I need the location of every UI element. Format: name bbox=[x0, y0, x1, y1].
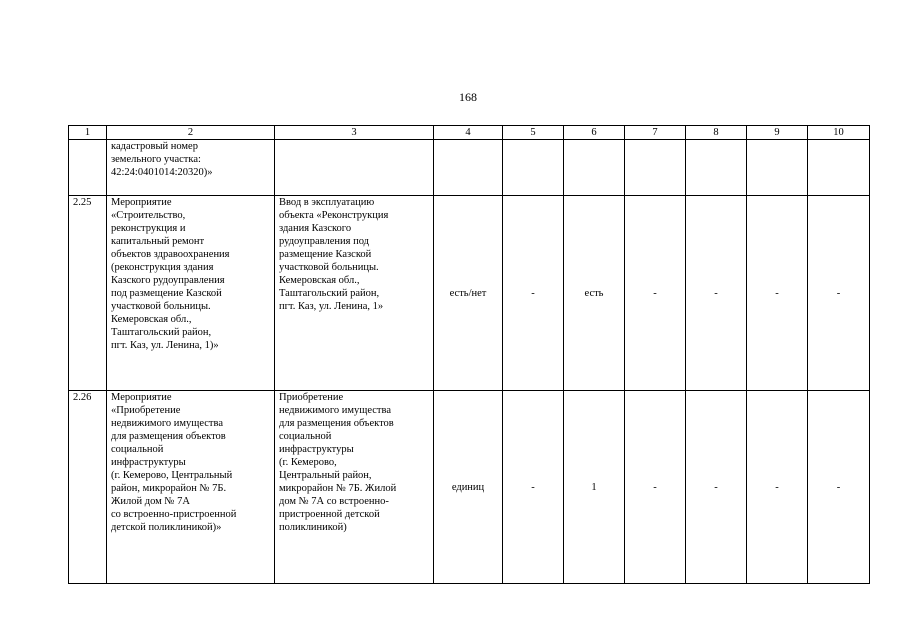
header-col-6: 6 bbox=[564, 126, 625, 140]
indicator-description: Ввод в эксплуатацию объекта «Реконструкция здания Казского рудоуправления под размещение Казской участковой больницы. Кемеровская обл., Таштагольский район, пгт. Каз, ул. Ленина, 1» bbox=[275, 196, 434, 391]
row-number: 2.25 bbox=[69, 196, 107, 391]
header-col-2: 2 bbox=[107, 126, 275, 140]
measure-description: Мероприятие «Приобретение недвижимого имущества для размещения объектов социальной инфраструктуры (г. Кемерово, Центральный район, микрорайон № 7Б. Жилой дом № 7А со встроенно-пристроенной детской поликлиникой)» bbox=[107, 391, 275, 584]
value-col-6: 1 bbox=[564, 391, 625, 584]
header-col-5: 5 bbox=[503, 126, 564, 140]
header-col-7: 7 bbox=[625, 126, 686, 140]
header-row bbox=[69, 126, 870, 140]
value-col-6 bbox=[564, 140, 625, 196]
page-number: 168 bbox=[459, 90, 477, 104]
value-col-9: - bbox=[747, 391, 808, 584]
table-row bbox=[69, 196, 870, 391]
indicator-description: Приобретение недвижимого имущества для размещения объектов социальной инфраструктуры (г. Кемерово, Центральный район, микрорайон № 7Б. Жилой дом № 7А со встроенно- пристроенной детской поликлиникой) bbox=[275, 391, 434, 584]
value-col-5: - bbox=[503, 391, 564, 584]
unit-cell bbox=[434, 140, 503, 196]
value-col-9: - bbox=[747, 196, 808, 391]
header-col-4: 4 bbox=[434, 126, 503, 140]
value-col-9 bbox=[747, 140, 808, 196]
header-col-8: 8 bbox=[686, 126, 747, 140]
table-row bbox=[69, 140, 870, 196]
value-col-10: - bbox=[808, 391, 870, 584]
header-col-3: 3 bbox=[275, 126, 434, 140]
value-col-10 bbox=[808, 140, 870, 196]
value-col-10: - bbox=[808, 196, 870, 391]
value-col-5: - bbox=[503, 196, 564, 391]
value-col-5 bbox=[503, 140, 564, 196]
unit-cell: единиц bbox=[434, 391, 503, 584]
value-col-6: есть bbox=[564, 196, 625, 391]
indicator-description bbox=[275, 140, 434, 196]
unit-cell: есть/нет bbox=[434, 196, 503, 391]
measure-description: кадастровый номер земельного участка: 42:24:0401014:20320)» bbox=[107, 140, 275, 196]
row-number: 2.26 bbox=[69, 391, 107, 584]
header-col-9: 9 bbox=[747, 126, 808, 140]
indicator-table bbox=[68, 125, 870, 584]
table-row bbox=[69, 391, 870, 584]
value-col-8: - bbox=[686, 391, 747, 584]
header-col-1: 1 bbox=[69, 126, 107, 140]
value-col-7 bbox=[625, 140, 686, 196]
measure-description: Мероприятие «Строительство, реконструкция и капитальный ремонт объектов здравоохранения (реконструкция здания Казского рудоуправления под размещение Казской участковой больницы. Кемеровская обл., Таштагольский район, пгт. Каз, ул. Ленина, 1)» bbox=[107, 196, 275, 391]
value-col-7: - bbox=[625, 196, 686, 391]
value-col-8 bbox=[686, 140, 747, 196]
value-col-7: - bbox=[625, 391, 686, 584]
row-number bbox=[69, 140, 107, 196]
header-col-10: 10 bbox=[808, 126, 870, 140]
value-col-8: - bbox=[686, 196, 747, 391]
